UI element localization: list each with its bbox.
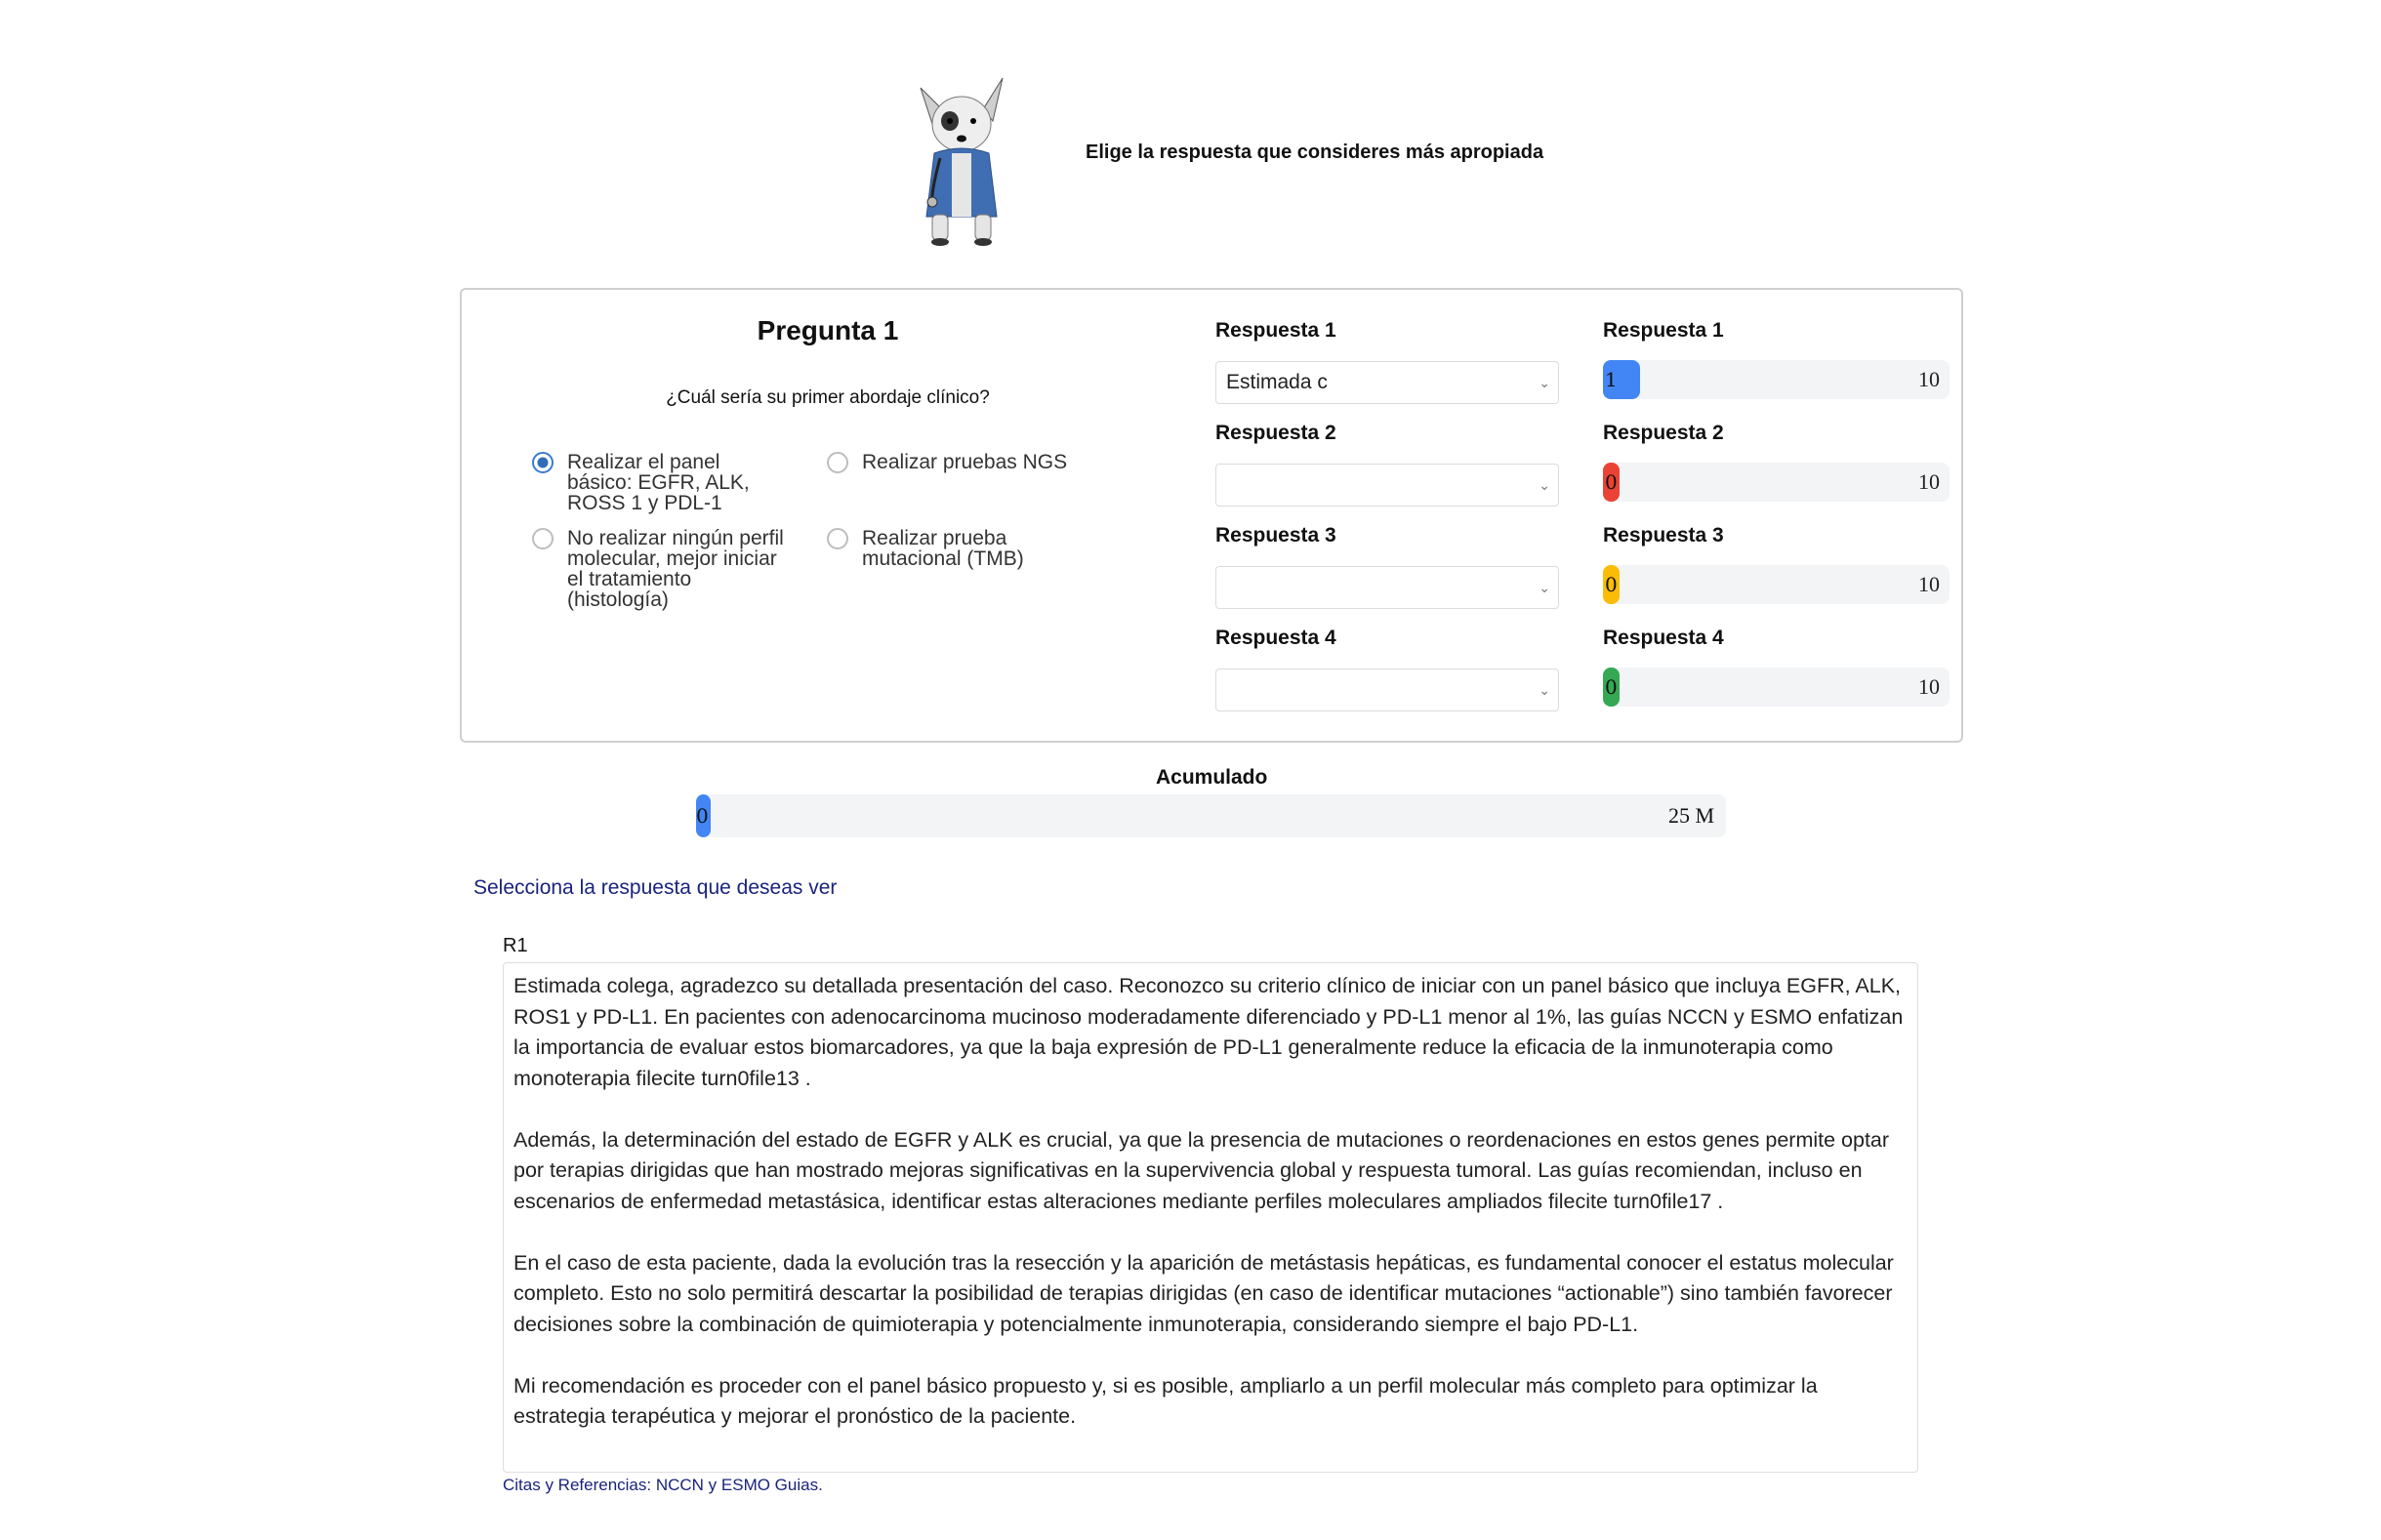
response-2-label: Respuesta 2 — [1215, 422, 1336, 444]
accumulated-label: Acumulado — [1156, 766, 1268, 789]
dog-doctor-icon — [903, 70, 1020, 246]
option-basic-panel[interactable] — [532, 452, 786, 513]
response-2-slider[interactable] — [1603, 463, 1950, 502]
option-label: Realizar prueba mutacional (TMB) — [862, 527, 1024, 570]
chevron-down-icon: ⌄ — [1539, 375, 1550, 390]
selected-response-label: R1 — [503, 935, 528, 956]
question-title: Pregunta 1 — [757, 315, 899, 345]
select-value: Estimada c — [1226, 371, 1328, 393]
response-text-area[interactable]: Estimada colega, agradezco su detallada presentación del caso. Reconozco su criterio clínico de iniciar con un panel básico que incluya EGFR, ALK, ROS1 y PD-L1. En pacientes con adenocarcinoma mucinoso moderadamente diferenciado y PD-L1 menor al 1%, las guías NCCN y ESMO enfatizan la importancia de evaluar estos biomarcadores, ya que la baja expresión de PD-L1 generalmente reduce la eficacia de la inmunoterapia como monoterapia filecite turn0file13 . Además, la determinación del estado de EGFR y ALK es crucial, ya que la presencia de mutaciones o reordenaciones en estos genes permite optar por terapias dirigidas que han mostrado mejoras significativas en la supervivencia global y respuesta tumoral. Las guías recomiendan, incluso en escenarios de enfermedad metastásica, identificar estas alteraciones mediante perfiles moleculares ampliados filecite turn0file17 . En el caso de esta paciente, dada la evolución tras la resección y la aparición de metástasis hepáticas, es fundamental conocer el estatus molecular completo. Esto no solo permitirá descartar la posibilidad de terapias dirigidas (en caso de identificar mutaciones “actionable”) sino también favorecer decisiones sobre la combinación de quimioterapia y potencialmente inmunoterapia, considerando siempre el bajo PD-L1. Mi recomendación es proceder con el panel básico propuesto y, si es posible, ampliarlo a un perfil molecular más completo para optimizar la estrategia terapéutica y mejorar el pronóstico de la paciente. — [503, 962, 1918, 1473]
response-1-slider-label: Respuesta 1 — [1603, 319, 1724, 342]
response-1-label: Respuesta 1 — [1215, 319, 1336, 342]
slider-max: 10 — [1918, 469, 1940, 494]
radio-icon[interactable] — [827, 452, 848, 473]
option-label: No realizar ningún perfil molecular, mejor iniciar el tratamiento (histología) — [567, 527, 784, 611]
chevron-down-icon: ⌄ — [1539, 477, 1550, 493]
slider-max: 25 M — [1667, 803, 1714, 828]
option-ngs[interactable] — [827, 452, 1081, 473]
option-label: Realizar pruebas NGS — [862, 451, 1068, 473]
response-1-slider[interactable] — [1603, 360, 1950, 399]
slider-max: 10 — [1918, 572, 1940, 596]
option-tmb[interactable] — [827, 528, 1081, 569]
chevron-down-icon: ⌄ — [1539, 682, 1550, 698]
response-2-select[interactable] — [1215, 464, 1559, 507]
slider-handle[interactable]: 0 — [696, 794, 711, 837]
chevron-down-icon: ⌄ — [1539, 580, 1550, 595]
response-4-slider[interactable] — [1603, 668, 1950, 707]
response-4-slider-label: Respuesta 4 — [1603, 627, 1724, 649]
radio-icon[interactable] — [532, 528, 554, 549]
question-card — [460, 288, 1963, 743]
response-3-label: Respuesta 3 — [1215, 524, 1336, 547]
response-3-slider[interactable] — [1603, 565, 1950, 604]
radio-checked-icon[interactable] — [532, 452, 554, 473]
slider-handle[interactable]: 1 — [1603, 360, 1640, 399]
option-label: Realizar el panel básico: EGFR, ALK, ROSS 1 y PDL-1 — [567, 451, 750, 514]
question-text: ¿Cuál sería su primer abordaje clínico? — [666, 387, 990, 408]
page-title: Elige la respuesta que consideres más apropiada — [1086, 142, 1544, 163]
slider-handle[interactable]: 0 — [1603, 565, 1620, 604]
response-4-select[interactable] — [1215, 669, 1559, 711]
response-selector-prompt[interactable]: Selecciona la respuesta que deseas ver — [473, 876, 838, 899]
slider-max: 10 — [1918, 367, 1940, 391]
accumulated-slider[interactable] — [696, 794, 1726, 837]
option-no-profile[interactable] — [532, 528, 786, 610]
radio-icon[interactable] — [827, 528, 848, 549]
response-3-slider-label: Respuesta 3 — [1603, 524, 1724, 547]
response-4-label: Respuesta 4 — [1215, 627, 1336, 649]
slider-handle[interactable]: 0 — [1603, 668, 1620, 707]
response-3-select[interactable] — [1215, 566, 1559, 609]
response-2-slider-label: Respuesta 2 — [1603, 422, 1724, 444]
slider-handle[interactable]: 0 — [1603, 463, 1620, 502]
references-link[interactable]: Citas y Referencias: NCCN y ESMO Guias. — [503, 1476, 823, 1494]
slider-max: 10 — [1918, 674, 1940, 699]
response-1-select[interactable] — [1215, 361, 1559, 404]
